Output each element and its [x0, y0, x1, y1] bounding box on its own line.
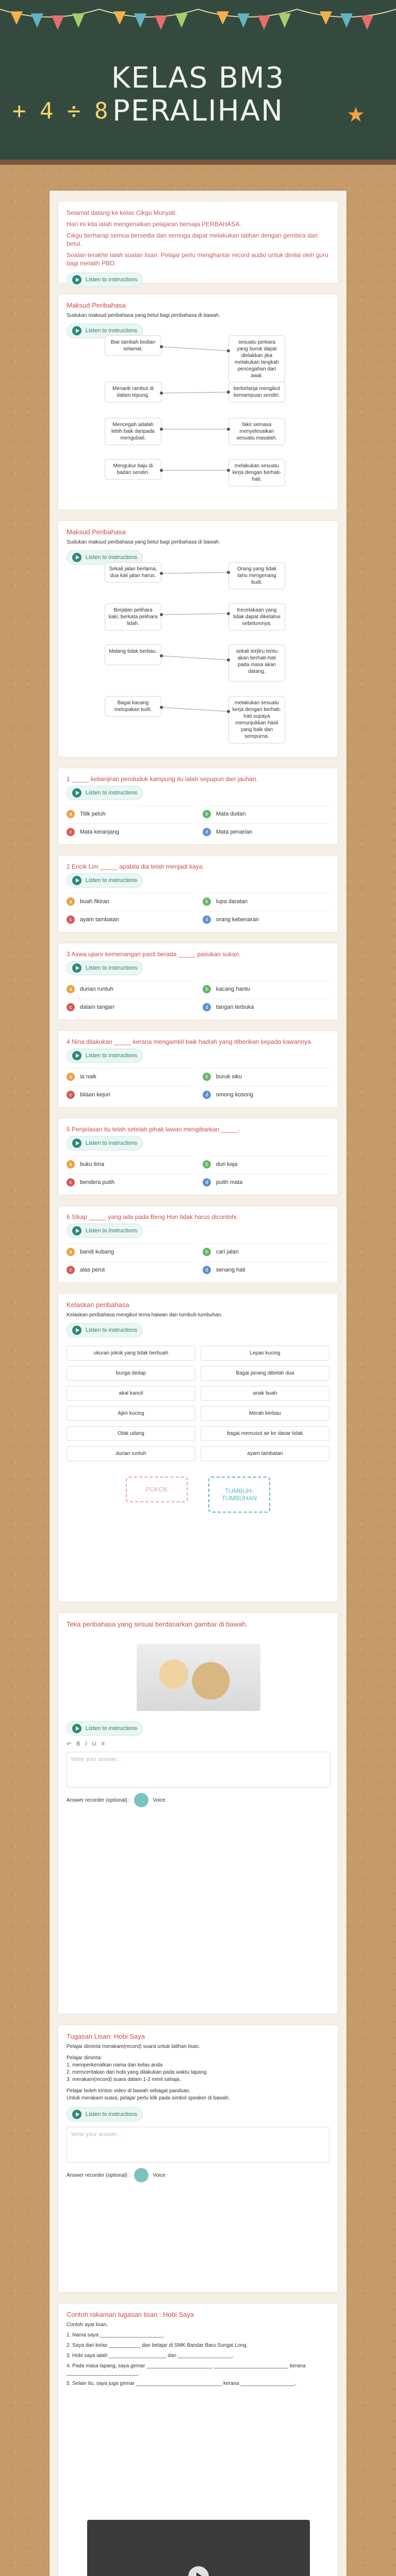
option-d[interactable]: d senang hati — [203, 1261, 329, 1274]
play-icon — [72, 1139, 81, 1148]
option-b[interactable]: b kacang hantu — [203, 980, 329, 993]
chip[interactable]: bagai memusut air ke dasar tidak — [201, 1426, 329, 1441]
play-icon — [72, 1051, 81, 1060]
mcq-1 — [58, 768, 338, 845]
worksheet-paper — [50, 191, 346, 2576]
option-b[interactable]: b lupa daratan — [203, 893, 329, 906]
listen-label: Listen to instructions — [86, 1228, 138, 1234]
chip[interactable]: bunga dedap — [67, 1366, 195, 1381]
match-peribahasa-1 — [58, 294, 338, 510]
section-title: Kelaskan peribahasa — [67, 1301, 129, 1309]
option-a[interactable]: a Titik peluh — [67, 805, 193, 818]
dog-cat-image — [137, 1644, 260, 1711]
listen-instructions-button[interactable] — [67, 1323, 143, 1337]
option-b[interactable]: b duri kaja — [203, 1156, 329, 1168]
play-icon — [72, 1226, 81, 1235]
listen-label: Listen to instructions — [86, 790, 138, 796]
instruction-text: Sudukan maksud peribahasa yang betul bagi peribahasa di bawah. — [67, 539, 220, 545]
match-lines — [58, 521, 339, 758]
extra-1: Pelajar boleh tonton video di bawah sebagai panduan. — [67, 2088, 191, 2094]
mcq-3 — [58, 943, 338, 1020]
classify-peribahasa — [58, 1293, 338, 1602]
example-line-2: 2. Saya dari kelas ___________ dan belajar di SMK Bandar Baru Sungai Long. — [67, 2343, 248, 2348]
listen-label: Listen to instructions — [86, 1140, 138, 1146]
question-text: 4 Nina dilakukan _____ kerana mengambil baik hadiah yang diberikan kepada kawannya. — [67, 1038, 312, 1045]
example-line-4: 4. Pada masa lapang, saya gemar _______________________ __________________________ kerana _________________________. — [67, 2363, 306, 2376]
option-b[interactable]: b buruk siku — [203, 1068, 329, 1081]
oral-task — [58, 2025, 338, 2293]
chip-grid — [67, 1346, 329, 1461]
chip[interactable]: Bagai pinang dibelah dua — [201, 1366, 329, 1381]
option-d[interactable]: d tangan terbuka — [203, 998, 329, 1011]
extra-2: Untuk merakam suara, pelajar perlu klik pada simbol speaker di bawah. — [67, 2095, 230, 2101]
example-line-1: 1. Nama saya ______________________. — [67, 2332, 164, 2338]
listen-instructions-button[interactable] — [67, 873, 143, 888]
chip[interactable]: ukuran jokok yang tidak berbuah — [67, 1346, 195, 1361]
left-item[interactable]: Mengukur baju di badan sendiri. — [105, 459, 161, 480]
instruction-text: Pelajar diminta merakam(record) suara untuk latihan lisan. — [67, 2044, 201, 2049]
step-3: 3. merakam(record) suara dalam 1-2 minit sahaja. — [67, 2077, 181, 2082]
option-d[interactable]: d orang kebenaran — [203, 911, 329, 924]
left-item[interactable]: Biar tambah bodian selamat. — [105, 335, 161, 356]
listen-label: Listen to instructions — [86, 965, 138, 971]
undo-icon[interactable]: ↶ — [67, 1741, 72, 1748]
right-item[interactable]: melakukan sesuatu kerja dengan berhati-hati supaya menunjukkan hasil yang baik dan sempurna. — [228, 696, 285, 743]
option-c[interactable]: c bendera putih — [67, 1174, 193, 1187]
chip[interactable]: Merah kerbau — [201, 1406, 329, 1421]
chip[interactable]: akal kancil — [67, 1386, 195, 1401]
star-icon: ★ — [346, 104, 365, 126]
bin-a[interactable]: POKOK — [126, 1477, 188, 1502]
option-a[interactable]: a buah fikiran — [67, 893, 193, 906]
listen-label: Listen to instructions — [86, 1053, 138, 1059]
play-icon — [72, 275, 81, 284]
answer-recorder: Answer recorder (optional) : Voice — [67, 2168, 329, 2182]
chip[interactable]: anak buah — [201, 1386, 329, 1401]
question-text: 5 Penjelasan itu telah setelah pihak lawan mengibarkan _____. — [67, 1126, 240, 1133]
play-icon — [72, 876, 81, 885]
option-b[interactable]: b Mata duitan — [203, 805, 329, 818]
option-b[interactable]: b cari jalan — [203, 1243, 329, 1256]
listen-instructions-button[interactable] — [67, 961, 143, 975]
answer-input[interactable]: Write your answer... — [67, 2127, 329, 2163]
intro-p4: Soalan terakhir ialah soalan lisan. Pelajar perlu menghantar record audio untuk dinilai oleh guru bagi melatih PBD. — [67, 251, 328, 267]
intro-p3: Cikgu berharap semua bersedia dan semoga dapat melakukan latihan dengan gembira dan betul. — [67, 232, 318, 247]
play-icon — [72, 2110, 81, 2119]
record-button[interactable] — [134, 1793, 148, 1807]
right-item[interactable]: berbelanja mengikut kemampuan sendiri. — [228, 382, 285, 402]
intro-card — [58, 201, 338, 283]
left-item[interactable]: Berjalan pelihara kaki, berkata pelihara lidah. — [105, 603, 161, 631]
listen-label: Listen to instructions — [86, 2111, 138, 2117]
option-c[interactable]: c bilaan kejuri — [67, 1086, 193, 1099]
mcq-6 — [58, 1206, 338, 1283]
option-a[interactable]: a buku lima — [67, 1156, 193, 1168]
answer-input[interactable]: Write your answer... — [67, 1752, 331, 1788]
step-2: 2. memceritakan dari hobi yang dilakukan pada waktu lapang. — [67, 2070, 208, 2075]
record-button[interactable] — [134, 2168, 148, 2182]
picture-question — [58, 1613, 338, 2014]
play-icon — [72, 963, 81, 973]
option-c[interactable]: c alas perut — [67, 1261, 193, 1274]
example-line-3: 3. Hobi saya ialah ____________________ dan ___________________. — [67, 2353, 234, 2359]
bin-b[interactable]: TUMBUH- TUMBUHAN — [208, 1477, 270, 1513]
example-oral — [58, 2303, 338, 2576]
option-d[interactable]: d Mata penarian — [203, 823, 329, 836]
play-icon — [72, 1724, 81, 1733]
section-title: Maksud Peribahasa — [67, 301, 126, 309]
mcq-2 — [58, 855, 338, 933]
editor-toolbar — [67, 1741, 331, 1748]
option-c[interactable]: c Mata keranjang — [67, 823, 193, 836]
section-title: Teka peribahasa yang sesuai berdasarkan gambar di bawah. — [67, 1620, 248, 1628]
listen-instructions-button[interactable] — [67, 1136, 143, 1150]
example-video[interactable] — [87, 2520, 310, 2576]
listen-instructions-button[interactable] — [67, 2107, 143, 2122]
list-icon[interactable]: ≡ — [101, 1741, 105, 1747]
left-item[interactable]: Menarik rambut di dalam tepung. — [105, 382, 161, 402]
option-c[interactable]: c dalam tangan — [67, 998, 193, 1011]
right-item[interactable]: fakir semasa menyelesaikan sesuatu masalah. — [228, 418, 285, 445]
chip[interactable]: durian runtuh — [67, 1446, 195, 1461]
section-title: Tugasan Lisan: Hobi Saya — [67, 2032, 145, 2040]
question-text: 6 Sikap _____ yang ada pada Beng Hon tidak harus dicontohi. — [67, 1213, 238, 1221]
page-title: KELAS BM3 PERALIHAN — [111, 61, 285, 128]
mcq-4 — [58, 1030, 338, 1108]
right-item[interactable]: Kecelakaan yang tidak dapat diketahui sebelumnya. — [228, 603, 285, 631]
answer-recorder: Answer recorder (optional) : Voice — [67, 1793, 331, 1807]
header-chalkboard — [0, 0, 396, 165]
match-peribahasa-2 — [58, 520, 338, 757]
left-item[interactable]: Sekali jalan berlama, dua kali jalan harus. — [105, 562, 161, 583]
example-intro: Contoh ayat lisan, — [67, 2322, 108, 2328]
intro-p2: Hari ini kita ialah mengenalkan pelajaran bersaja PERBAHASA. — [67, 221, 241, 228]
listen-label: Listen to instructions — [86, 277, 138, 283]
play-icon — [72, 788, 81, 798]
chip[interactable]: ayam tambatan — [201, 1446, 329, 1461]
steps-title: Pelajar diminta: — [67, 2055, 102, 2061]
right-item[interactable]: sekali terjliru tentu akan berhati-hati pada masa akan datang. — [228, 645, 285, 682]
option-d[interactable]: d omong kosong — [203, 1086, 329, 1099]
listen-label: Listen to instructions — [86, 554, 138, 561]
option-a[interactable]: a durian runtuh — [67, 980, 193, 993]
listen-label: Listen to instructions — [86, 328, 138, 334]
play-icon — [72, 1326, 81, 1335]
left-item[interactable]: Malang tidak berbau. — [105, 645, 161, 665]
mcq-5 — [58, 1118, 338, 1195]
bold-icon[interactable]: B — [76, 1741, 80, 1747]
instruction-text: Sudukan maksud peribahasa yang betul bagi peribahasa di bawah. — [67, 313, 220, 318]
right-item[interactable]: melakukan sesuatu kerja dengan berhati-hati. — [228, 459, 285, 486]
listen-label: Listen to instructions — [86, 1725, 138, 1732]
listen-label: Listen to instructions — [86, 1327, 138, 1333]
listen-instructions-button[interactable] — [67, 1048, 143, 1063]
italic-icon[interactable]: I — [85, 1741, 87, 1747]
step-1: 1. memperkenalkan nama dan kelas anda — [67, 2062, 163, 2068]
intro-p1: Selamat datang ke kelas Cikgu Munyati. — [67, 209, 177, 216]
listen-instructions-button[interactable] — [67, 1224, 143, 1238]
example-line-5: 5. Selain itu, saya juga gemar ______________________________ kerana ___________________. — [67, 2381, 296, 2386]
option-d[interactable]: d putih mata — [203, 1174, 329, 1187]
bunting-decoration — [0, 4, 396, 35]
question-text: 3 Aswa ujianr kemenangan pasti berada _____ pasukan sukan. — [67, 951, 241, 958]
listen-label: Listen to instructions — [86, 877, 138, 884]
left-item[interactable]: Mencegah adalah lebih baik daripada mengubati. — [105, 418, 161, 445]
chip[interactable]: Lepas kucing — [201, 1346, 329, 1361]
math-symbols: + 4 ÷ 8 — [12, 98, 108, 124]
question-text: 1 _____ kebanjiran penduduk kampung itu ialah sepupun dari jauhan. — [67, 775, 258, 783]
section-title: Contoh rakaman tugasan lisan : Hobi Saya — [67, 2311, 194, 2318]
chip[interactable]: Otak udang — [67, 1426, 195, 1441]
instruction-text: Kelaskan peribahasa mengikut tema haiwan dan tumbuh-tumbuhan. — [67, 1312, 223, 1318]
chip[interactable]: Ajim kucing — [67, 1406, 195, 1421]
play-icon[interactable] — [188, 2566, 209, 2576]
question-text: 2 Encik Lim _____ apabila dia telah menjadi kaya. — [67, 863, 204, 870]
listen-instructions-button[interactable] — [67, 273, 143, 287]
right-item[interactable]: sesuatu perkara yang buruk dapat dielakkan jika melakukan langkah pencegahan dari awal. — [228, 335, 285, 383]
left-item[interactable]: Bagai kacang melupakan kulit. — [105, 696, 161, 717]
option-a[interactable]: a bandi kubang — [67, 1243, 193, 1256]
option-c[interactable]: c ayam tambatan — [67, 911, 193, 924]
match-lines — [58, 294, 339, 511]
section-title: Maksud Peribahasa — [67, 528, 126, 536]
listen-instructions-button[interactable] — [67, 786, 143, 800]
underline-icon[interactable]: U — [92, 1741, 96, 1747]
listen-instructions-button[interactable] — [67, 1721, 143, 1736]
right-item[interactable]: Orang yang tidak tahu mengenang budi. — [228, 562, 285, 589]
option-a[interactable]: a ia naik — [67, 1068, 193, 1081]
